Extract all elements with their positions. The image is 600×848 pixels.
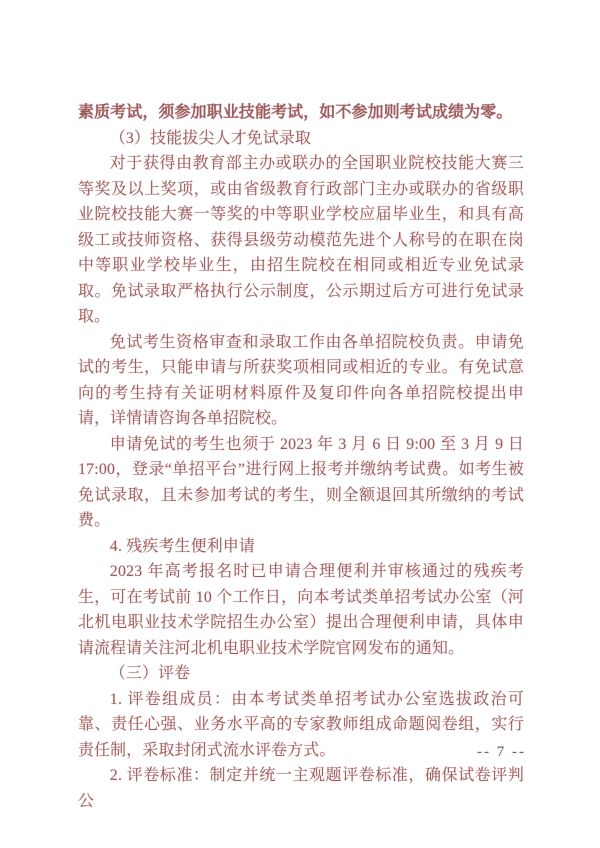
paragraph-grading-standard: 2. 评卷标准：制定并统一主观题评卷标准，确保试卷评判公 bbox=[78, 767, 524, 810]
paragraph-grading-team: 1. 评卷组成员：由本考试类单招考试办公室选拔政治可靠、责任心强、业务水平高的专家教师组成命题阅卷组，实行责任制，采取封闭式流水评卷方式。 bbox=[78, 690, 524, 759]
paragraph-continuation: 素质考试，须参加职业技能考试，如不参加则考试成绩为零。 bbox=[78, 104, 513, 121]
heading-exemption-admission: （3）技能拔尖人才免试录取 bbox=[109, 129, 312, 147]
page-number: -- 7 -- bbox=[477, 744, 526, 760]
document-text-block bbox=[78, 100, 524, 814]
paragraph-exemption-criteria: 对于获得由教育部主办或联办的全国职业院校技能大赛三等奖及以上奖项，或由省级教育行政部门主办或联办的省级职业院校技能大赛一等奖的中等职业学校应届毕业生，和具有高级工或技师资格、获得县级劳动模范先进个人称号的在职在岗中等职业学校毕业生，由招生院校在相同或相近专业免试录取。免试录取严格执行公示制度，公示期过后方可进行免试录取。 bbox=[78, 155, 524, 325]
paragraph-disabled-application: 2023 年高考报名时已申请合理便利并审核通过的残疾考生，可在考试前 10 个工作日，向本考试类单招考试办公室（河北机电职业技术学院招生办公室）提出合理便利申请，具体申请流程请关注河北机电职业技术学院官网发布的通知。 bbox=[78, 563, 524, 657]
paragraph-exemption-registration: 申请免试的考生也须于 2023 年 3 月 6 日 9:00 至 3 月 9 日 17:00，登录“单招平台”进行网上报考并缴纳考试费。如考生被免试录取，且未参加考试的考生，则全额退回其所缴纳的考试费。 bbox=[78, 435, 524, 529]
heading-grading: （三）评卷 bbox=[109, 665, 191, 682]
heading-disabled-candidates: 4. 残疾考生便利申请 bbox=[109, 537, 256, 555]
paragraph-exemption-review: 免试考生资格审查和录取工作由各单招院校负责。申请免试的考生，只能申请与所获奖项相同或相近的专业。有免试意向的考生持有关证明材料原件及复印件向各单招院校提出申请，详情请咨询各单招院校。 bbox=[78, 333, 524, 427]
